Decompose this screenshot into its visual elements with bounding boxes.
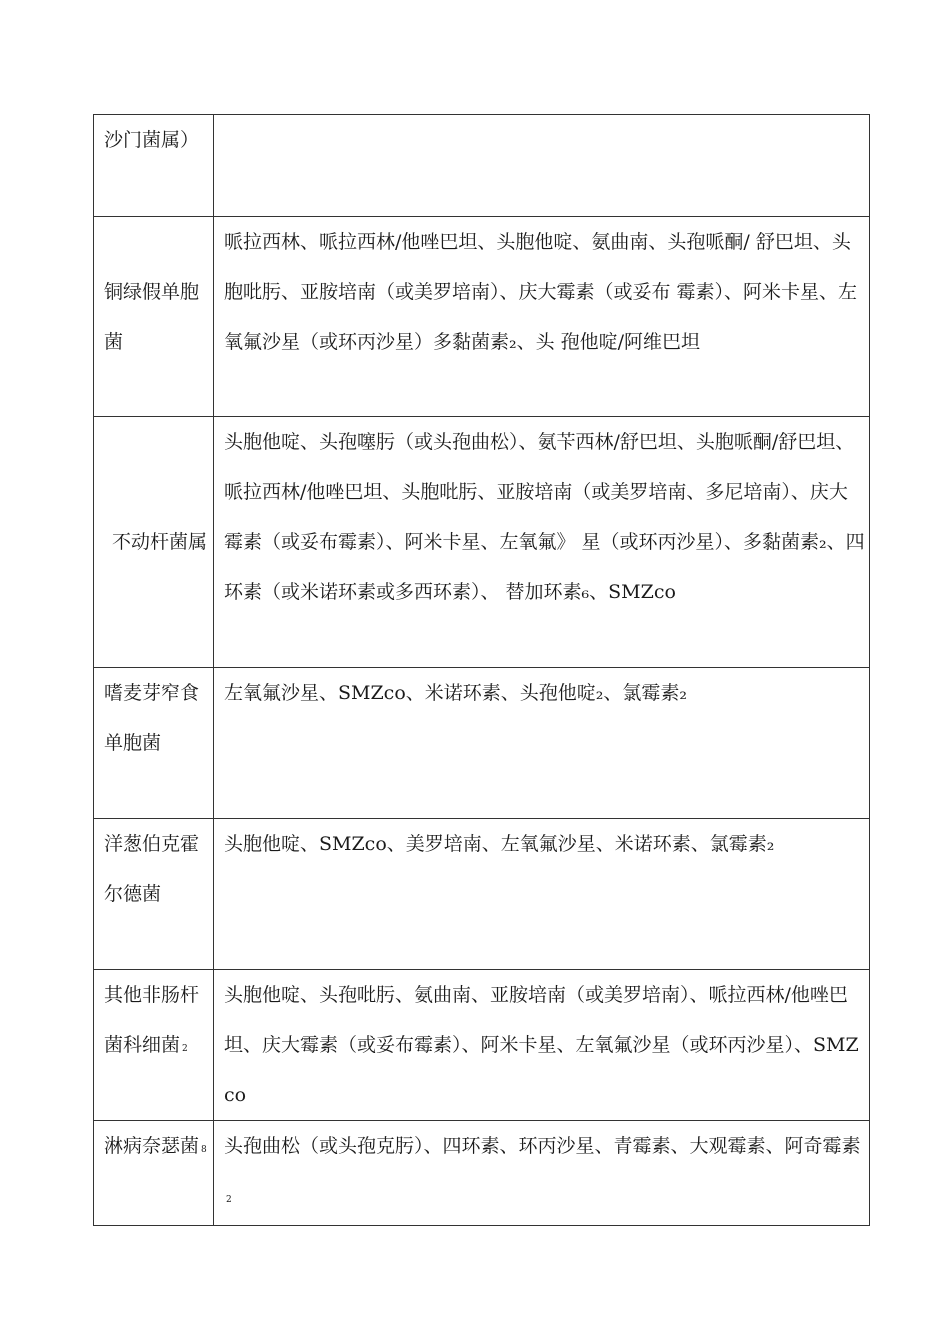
table-row xyxy=(94,115,870,217)
drug-list-cell xyxy=(214,115,870,217)
antibiotic-table xyxy=(93,114,870,1226)
organism-name: 不动杆菌属 xyxy=(112,531,208,553)
drug-list: 头胞他啶、头孢吡肟、氨曲南、亚胺培南（或美罗培南）、哌拉西林/他唑巴坦、庆大霉素（或妥布霉素）、阿米卡星、左氧氟沙星（或环丙沙星）、SMZco xyxy=(224,984,859,1106)
organism-cell xyxy=(94,819,214,970)
table-row xyxy=(94,1121,870,1226)
organism-name: 嗜麦芽窄食单胞菌 xyxy=(104,682,200,754)
organism-cell xyxy=(94,417,214,668)
organism-cell xyxy=(94,970,214,1121)
table-row xyxy=(94,668,870,819)
drug-list: 左氧氟沙星、SMZco、米诺环素、头孢他啶₂、氯霉素₂ xyxy=(224,682,687,704)
drug-list-cell xyxy=(214,417,870,668)
organism-cell xyxy=(94,1121,214,1226)
table-row xyxy=(94,819,870,970)
footnote-marker: 2 xyxy=(226,1195,232,1205)
footnote-marker: 2 xyxy=(182,1044,188,1054)
organism-cell xyxy=(94,668,214,819)
organism-name: 铜绿假单胞菌 xyxy=(104,280,200,353)
drug-list-cell xyxy=(214,217,870,417)
drug-list: 头胞他啶、头孢噻肟（或头孢曲松）、氨苄西林/舒巴坦、头胞哌酮/舒巴坦、哌拉西林/他唑巴坦、头胞吡肟、亚胺培南（或美罗培南、多尼培南）、庆大霉素（或妥布霉素）、阿米卡星、左氧氟》 星（或环丙沙星）、多黏菌素₂、四环素（或米诺环素或多西环素）、 替加环素₆、SMZco xyxy=(224,431,865,603)
footnote-marker: 8 xyxy=(201,1145,207,1155)
drug-list-cell xyxy=(214,819,870,970)
drug-list: 哌拉西林、哌拉西林/他唑巴坦、头胞他啶、氨曲南、头孢哌酮/ 舒巴坦、头胞吡肟、亚胺培南（或美罗培南）、庆大霉素（或妥布 霉素）、阿米卡星、左氧氟沙星（或环丙沙星）多黏菌素₂、头 孢他啶/阿维巴坦 xyxy=(224,231,858,353)
table-row xyxy=(94,417,870,668)
organism-name: 沙门菌属） xyxy=(104,129,200,151)
table-row xyxy=(94,217,870,417)
drug-list-cell xyxy=(214,970,870,1121)
drug-list-cell xyxy=(214,668,870,819)
organism-cell xyxy=(94,115,214,217)
organism-name: 其他非肠杆菌科细菌 xyxy=(104,984,200,1056)
drug-list: 头孢曲松（或头孢克肟）、四环素、环丙沙星、青霉素、大观霉素、阿奇霉素 xyxy=(224,1135,861,1157)
organism-name: 淋病奈瑟菌 xyxy=(104,1135,200,1157)
table-row xyxy=(94,970,870,1121)
organism-name: 洋葱伯克霍尔德菌 xyxy=(104,833,200,905)
drug-list-cell xyxy=(214,1121,870,1226)
organism-cell xyxy=(94,217,214,417)
drug-list: 头胞他啶、SMZco、美罗培南、左氧氟沙星、米诺环素、氯霉素₂ xyxy=(224,833,775,855)
